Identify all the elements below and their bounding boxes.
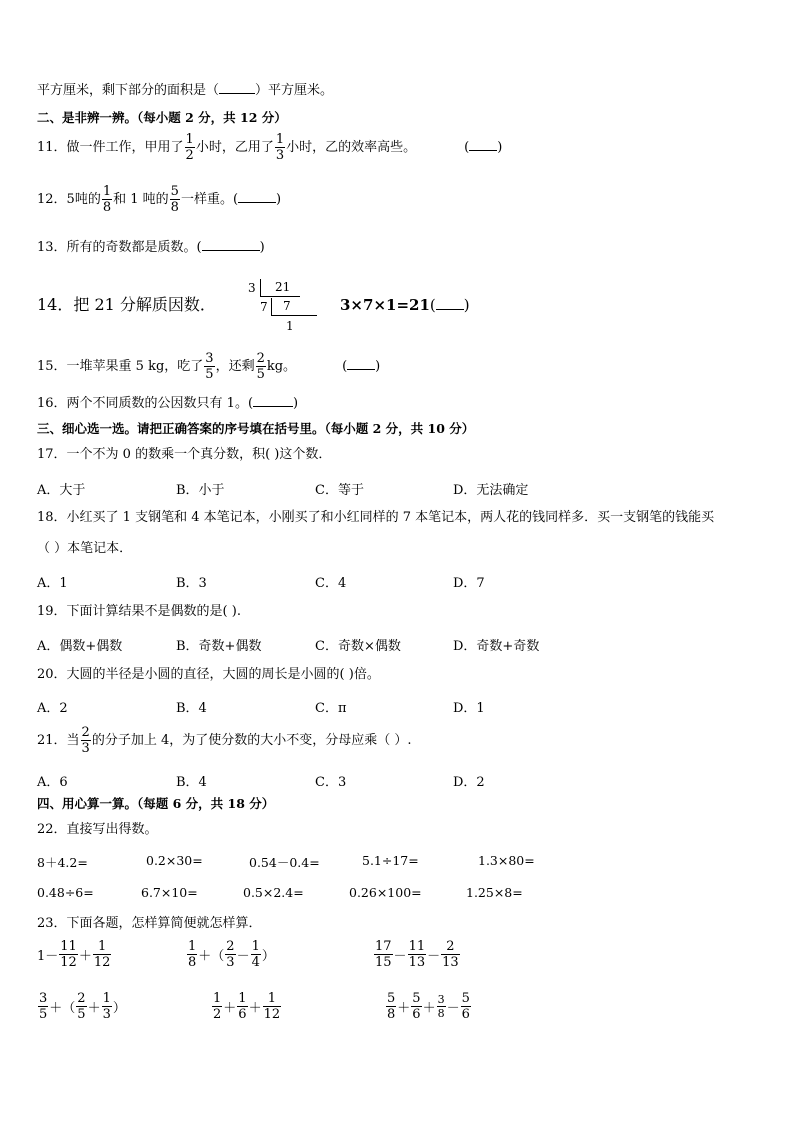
denominator: 8 bbox=[170, 200, 179, 215]
question-19: 19．下面计算结果不是偶数的是( ). bbox=[37, 604, 241, 619]
q12-text: 和 1 吨的 bbox=[113, 192, 169, 207]
fraction bbox=[251, 940, 261, 969]
operator: ＋ bbox=[87, 1001, 101, 1016]
numerator: 2 bbox=[226, 939, 235, 954]
calc-item: 0.2×30= bbox=[146, 853, 203, 868]
option-a[interactable]: A．1 bbox=[37, 576, 68, 591]
question-20: 20．大圆的半径是小圆的直径，大圆的周长是小圆的( )倍。 bbox=[37, 667, 380, 682]
q14-text: 14．把 21 分解质因数． bbox=[37, 295, 216, 314]
fraction bbox=[437, 994, 446, 1019]
q15-text: 15．一堆苹果重 5 kg，吃了 bbox=[37, 359, 204, 374]
option-b[interactable]: B．3 bbox=[176, 576, 207, 591]
numerator: 17 bbox=[375, 939, 392, 954]
option-d[interactable]: D．7 bbox=[453, 576, 485, 591]
question-15 bbox=[37, 349, 380, 385]
numerator: 1 bbox=[213, 991, 222, 1006]
paren: ( bbox=[464, 140, 470, 155]
numerator: 5 bbox=[387, 991, 396, 1006]
denominator: 8 bbox=[387, 1007, 396, 1022]
fraction bbox=[411, 992, 421, 1021]
numerator: 2 bbox=[446, 939, 455, 954]
numerator: 1 bbox=[102, 184, 112, 199]
fraction bbox=[38, 992, 48, 1021]
q14-equation: 3×7×1=21 bbox=[340, 296, 430, 314]
option-c[interactable]: C．等于 bbox=[315, 483, 364, 498]
operator: － bbox=[446, 1001, 460, 1016]
option-a[interactable]: A．大于 bbox=[37, 483, 86, 498]
numerator: 1 bbox=[251, 939, 260, 954]
expr-text: 1－ bbox=[37, 949, 59, 964]
q13-text: 13．所有的奇数都是质数。( bbox=[37, 240, 202, 255]
question-14 bbox=[37, 296, 216, 314]
numerator: 5 bbox=[461, 991, 470, 1006]
result: 1 bbox=[286, 319, 294, 333]
option-c[interactable]: C．3 bbox=[315, 775, 347, 790]
numerator: 2 bbox=[256, 351, 265, 366]
expression-6 bbox=[385, 992, 472, 1021]
numerator: 1 bbox=[102, 991, 111, 1006]
fraction bbox=[102, 185, 112, 214]
question-23: 23．下面各题，怎样算简便就怎样算． bbox=[37, 916, 262, 931]
fraction bbox=[237, 992, 247, 1021]
calc-item: 5.1÷17= bbox=[362, 853, 419, 868]
question-18-cont: （ ）本笔记本． bbox=[37, 541, 133, 556]
calc-item: 0.5×2.4= bbox=[243, 885, 304, 900]
operator: － bbox=[236, 949, 250, 964]
denominator: 3 bbox=[275, 148, 285, 163]
numerator: 11 bbox=[60, 939, 77, 954]
denominator: 3 bbox=[102, 1007, 111, 1022]
fraction bbox=[461, 992, 471, 1021]
question-12 bbox=[37, 182, 281, 218]
division-ladder bbox=[245, 279, 325, 335]
option-a[interactable]: A．2 bbox=[37, 701, 68, 716]
question-17: 17．一个不为 0 的数乘一个真分数，积( )这个数． bbox=[37, 447, 332, 462]
paren: ( bbox=[429, 296, 436, 314]
answer-blank[interactable] bbox=[219, 81, 255, 94]
section-heading-3: 三、细心选一选。请把正确答案的序号填在括号里。（每小题 2 分，共 10 分） bbox=[37, 421, 475, 436]
calc-item: 1.25×8= bbox=[466, 885, 523, 900]
numerator: 2 bbox=[81, 725, 90, 740]
denominator: 13 bbox=[442, 955, 459, 970]
fraction bbox=[204, 352, 214, 381]
answer-blank[interactable] bbox=[347, 357, 375, 370]
numerator: 5 bbox=[412, 991, 421, 1006]
q12-text: 一样重。( bbox=[180, 192, 239, 207]
option-c[interactable]: C．奇数×偶数 bbox=[315, 639, 401, 654]
continuation-line bbox=[37, 81, 333, 100]
option-b[interactable]: B．小于 bbox=[176, 483, 225, 498]
option-b[interactable]: B．4 bbox=[176, 775, 207, 790]
calc-item: 0.54－0.4= bbox=[249, 855, 320, 870]
paren: ) bbox=[276, 192, 282, 207]
calc-item: 1.3×80= bbox=[478, 853, 535, 868]
expression-2 bbox=[186, 940, 275, 969]
q16-text: 16．两个不同质数的公因数只有 1。( bbox=[37, 396, 254, 411]
expr-text: ） bbox=[261, 949, 275, 964]
q14-statement bbox=[340, 296, 470, 314]
numerator: 2 bbox=[77, 991, 86, 1006]
expression-5 bbox=[211, 992, 282, 1021]
q15-text: ，还剩 bbox=[215, 359, 255, 374]
option-b[interactable]: B．4 bbox=[176, 701, 207, 716]
denominator: 8 bbox=[437, 1007, 445, 1020]
fraction bbox=[59, 940, 78, 969]
section-heading-2: 二、是非辨一辨。（每小题 2 分，共 12 分） bbox=[37, 110, 287, 125]
denominator: 12 bbox=[263, 1007, 281, 1022]
fraction bbox=[93, 940, 112, 969]
numerator: 3 bbox=[205, 351, 214, 366]
fraction bbox=[170, 185, 180, 214]
q15-text: kg。 bbox=[266, 359, 297, 374]
answer-blank[interactable] bbox=[436, 297, 464, 310]
calc-item: 8＋4.2= bbox=[37, 855, 88, 870]
numerator: 3 bbox=[39, 991, 48, 1006]
operator: ＋ bbox=[78, 949, 92, 964]
paren: ) bbox=[259, 240, 265, 255]
operator: － bbox=[427, 949, 441, 964]
denominator: 3 bbox=[226, 955, 235, 970]
numerator: 11 bbox=[408, 939, 426, 954]
denominator: 5 bbox=[205, 367, 214, 382]
expression-1 bbox=[37, 940, 112, 969]
question-13 bbox=[37, 238, 265, 257]
paren: ) bbox=[497, 140, 503, 155]
expr-text: ） bbox=[112, 1001, 126, 1016]
calc-item: 0.26×100= bbox=[349, 885, 422, 900]
divisor: 7 bbox=[260, 300, 268, 314]
continuation-text: 平方厘米，剩下部分的面积是（ bbox=[37, 83, 220, 98]
denominator: 5 bbox=[256, 367, 265, 382]
denominator: 5 bbox=[77, 1007, 86, 1022]
operator: ＋ bbox=[397, 1001, 411, 1016]
numerator: 1 bbox=[238, 991, 247, 1006]
fraction bbox=[275, 133, 285, 162]
operator: ＋ bbox=[248, 1001, 262, 1016]
q11-text: 11．做一件工作，甲用了 bbox=[37, 140, 184, 155]
denominator: 12 bbox=[60, 955, 77, 970]
numerator: 1 bbox=[267, 991, 276, 1006]
option-d[interactable]: D．2 bbox=[453, 775, 485, 790]
option-d[interactable]: D．奇数+奇数 bbox=[453, 639, 540, 654]
denominator: 15 bbox=[375, 955, 392, 970]
question-11 bbox=[37, 130, 502, 166]
q12-text: 12．5吨的 bbox=[37, 192, 101, 207]
dividend: 21 bbox=[275, 280, 291, 294]
denominator: 6 bbox=[238, 1007, 247, 1022]
option-c[interactable]: C．π bbox=[315, 701, 347, 716]
answer-blank[interactable] bbox=[202, 238, 260, 251]
q21-text: 21．当 bbox=[37, 733, 80, 748]
fraction bbox=[81, 726, 91, 755]
fraction bbox=[263, 992, 282, 1021]
denominator: 2 bbox=[213, 1007, 222, 1022]
fraction bbox=[187, 940, 197, 969]
operator: ＋ bbox=[422, 1001, 436, 1016]
divisor: 3 bbox=[248, 281, 256, 295]
paren: ( bbox=[342, 359, 348, 374]
denominator: 2 bbox=[185, 148, 194, 163]
paren: ) bbox=[463, 296, 470, 314]
expr-text: ＋（ bbox=[198, 949, 225, 964]
denominator: 6 bbox=[461, 1007, 470, 1022]
option-a[interactable]: A．偶数+偶数 bbox=[37, 639, 123, 654]
fraction bbox=[408, 940, 427, 969]
q11-text: 小时，乙的效率高些。 bbox=[286, 140, 417, 155]
numerator: 1 bbox=[97, 939, 107, 954]
paren: ) bbox=[293, 396, 299, 411]
fraction bbox=[185, 133, 195, 162]
question-16 bbox=[37, 394, 298, 413]
option-c[interactable]: C．4 bbox=[315, 576, 347, 591]
option-a[interactable]: A．6 bbox=[37, 775, 68, 790]
fraction bbox=[374, 940, 393, 969]
answer-blank[interactable] bbox=[469, 138, 497, 151]
q21-text: 的分子加上 4，为了使分数的大小不变，分母应乘（ ）. bbox=[91, 733, 412, 748]
fraction bbox=[76, 992, 86, 1021]
section-heading-4: 四、用心算一算。（每题 6 分，共 18 分） bbox=[37, 796, 275, 811]
expression-4 bbox=[37, 992, 126, 1021]
calc-item: 6.7×10= bbox=[141, 885, 198, 900]
fraction bbox=[256, 352, 266, 381]
numerator: 5 bbox=[170, 184, 179, 199]
expr-text: ＋（ bbox=[49, 1001, 76, 1016]
denominator: 4 bbox=[251, 955, 260, 970]
denominator: 5 bbox=[39, 1007, 48, 1022]
denominator: 13 bbox=[408, 955, 426, 970]
q11-text: 小时，乙用了 bbox=[195, 140, 274, 155]
calc-item: 0.48÷6= bbox=[37, 885, 94, 900]
denominator: 8 bbox=[188, 955, 197, 970]
numerator: 1 bbox=[188, 939, 197, 954]
paren: ) bbox=[375, 359, 381, 374]
fraction bbox=[386, 992, 396, 1021]
fraction bbox=[102, 992, 112, 1021]
denominator: 8 bbox=[102, 200, 112, 215]
question-21 bbox=[37, 723, 412, 759]
operator: － bbox=[393, 949, 407, 964]
expression-3 bbox=[373, 940, 461, 969]
option-d[interactable]: D．1 bbox=[453, 701, 485, 716]
numerator: 1 bbox=[185, 132, 194, 147]
denominator: 3 bbox=[81, 741, 90, 756]
numerator: 1 bbox=[275, 132, 285, 147]
operator: ＋ bbox=[223, 1001, 237, 1016]
continuation-text-end: ）平方厘米。 bbox=[255, 83, 334, 98]
denominator: 12 bbox=[93, 955, 111, 970]
option-d[interactable]: D．无法确定 bbox=[453, 483, 529, 498]
fraction bbox=[212, 992, 222, 1021]
answer-blank[interactable] bbox=[253, 394, 293, 407]
option-b[interactable]: B．奇数+偶数 bbox=[176, 639, 262, 654]
question-18: 18．小红买了 1 支钢笔和 4 本笔记本，小刚买了和小红同样的 7 本笔记本，两人花的钱同样多．买一支钢笔的钱能买 bbox=[37, 510, 715, 525]
fraction bbox=[441, 940, 460, 969]
quotient: 7 bbox=[283, 299, 291, 313]
fraction bbox=[225, 940, 235, 969]
answer-blank[interactable] bbox=[238, 190, 276, 203]
question-22: 22．直接写出得数。 bbox=[37, 822, 158, 837]
denominator: 6 bbox=[412, 1007, 421, 1022]
numerator: 3 bbox=[437, 993, 445, 1006]
